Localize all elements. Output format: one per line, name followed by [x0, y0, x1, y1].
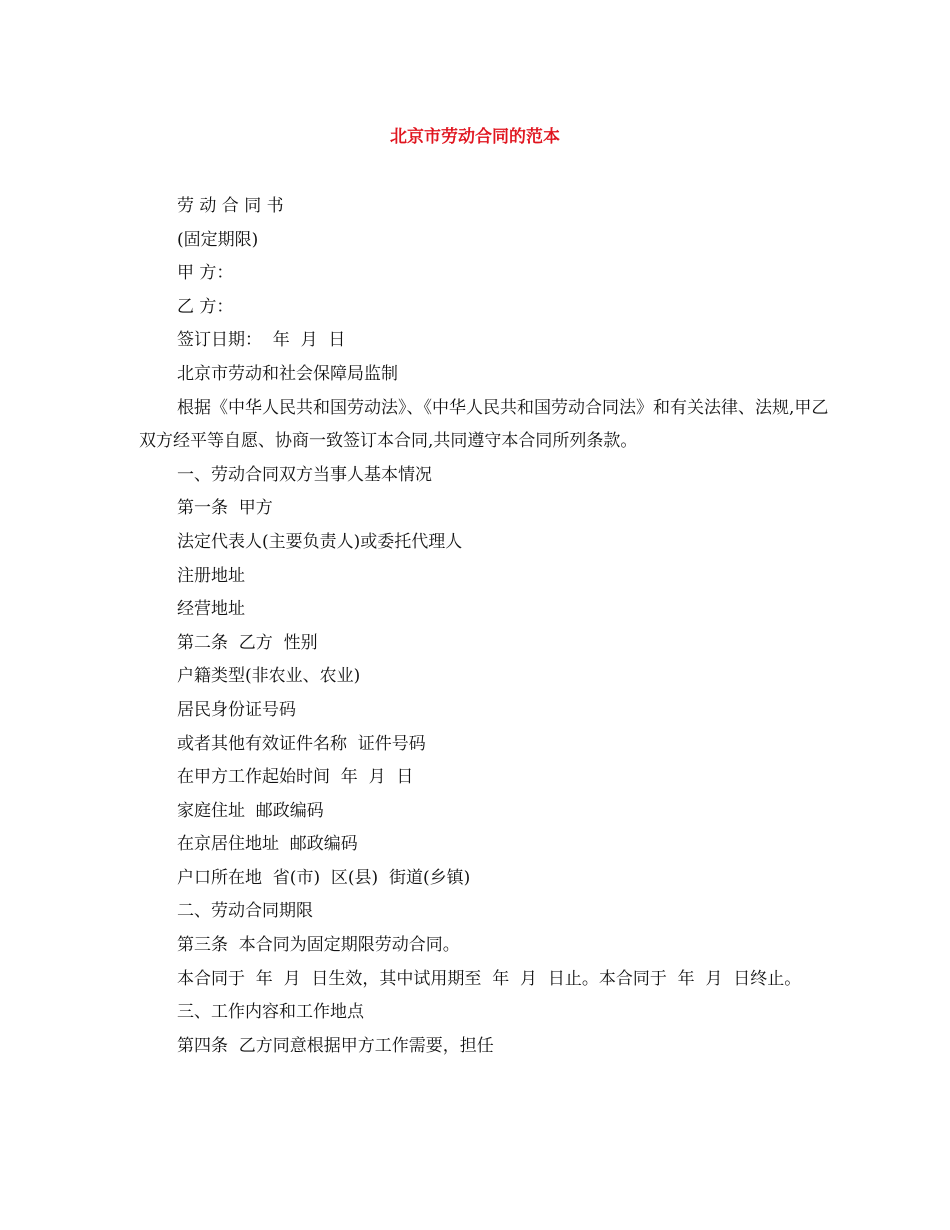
article-3: 第三条 本合同为固定期限劳动合同。: [177, 935, 460, 956]
hukou-location-line: 户口所在地 省(市) 区(县) 街道(乡镇): [177, 867, 471, 888]
beijing-address-line: 在京居住地址 邮政编码: [177, 834, 358, 855]
article-4: 第四条 乙方同意根据甲方工作需要，担任: [177, 1035, 494, 1056]
document-title: 北京市劳动合同的范本: [390, 127, 560, 147]
article-2: 第二条 乙方 性别: [177, 632, 318, 653]
registered-address-line: 注册地址: [177, 565, 245, 586]
start-date-line: 在甲方工作起始时间 年 月 日: [177, 767, 414, 788]
party-b-line: 乙 方：: [177, 296, 234, 317]
preamble-paragraph: 根据《中华人民共和国劳动法》、《中华人民共和国劳动合同法》和有关法律、法规,甲乙双方经平等自愿、协商一致签订本合同,共同遵守本合同所列条款。: [139, 397, 829, 452]
party-a-line: 甲 方：: [177, 263, 234, 284]
other-id-line: 或者其他有效证件名称 证件号码: [177, 733, 426, 754]
section-heading-3: 三、工作内容和工作地点: [177, 1002, 364, 1023]
business-address-line: 经营地址: [177, 599, 245, 620]
id-number-line: 居民身份证号码: [177, 699, 296, 720]
household-type-line: 户籍类型(非农业、农业): [177, 666, 361, 687]
term-paragraph: 本合同于 年 月 日生效，其中试用期至 年 月 日止。本合同于 年 月 日终止。: [177, 968, 802, 989]
supervisor-line: 北京市劳动和社会保障局监制: [177, 363, 398, 384]
signing-date-line: 签订日期： 年 月 日: [177, 330, 346, 351]
legal-representative-line: 法定代表人(主要负责人)或委托代理人: [177, 531, 463, 552]
home-address-line: 家庭住址 邮政编码: [177, 800, 324, 821]
section-heading-2: 二、劳动合同期限: [177, 901, 313, 922]
section-heading-1: 一、劳动合同双方当事人基本情况: [177, 464, 432, 485]
contract-type: (固定期限): [177, 229, 259, 250]
document-body: [139, 190, 829, 1063]
contract-heading: 劳 动 合 同 书: [177, 196, 284, 216]
article-1: 第一条 甲方: [177, 498, 273, 519]
